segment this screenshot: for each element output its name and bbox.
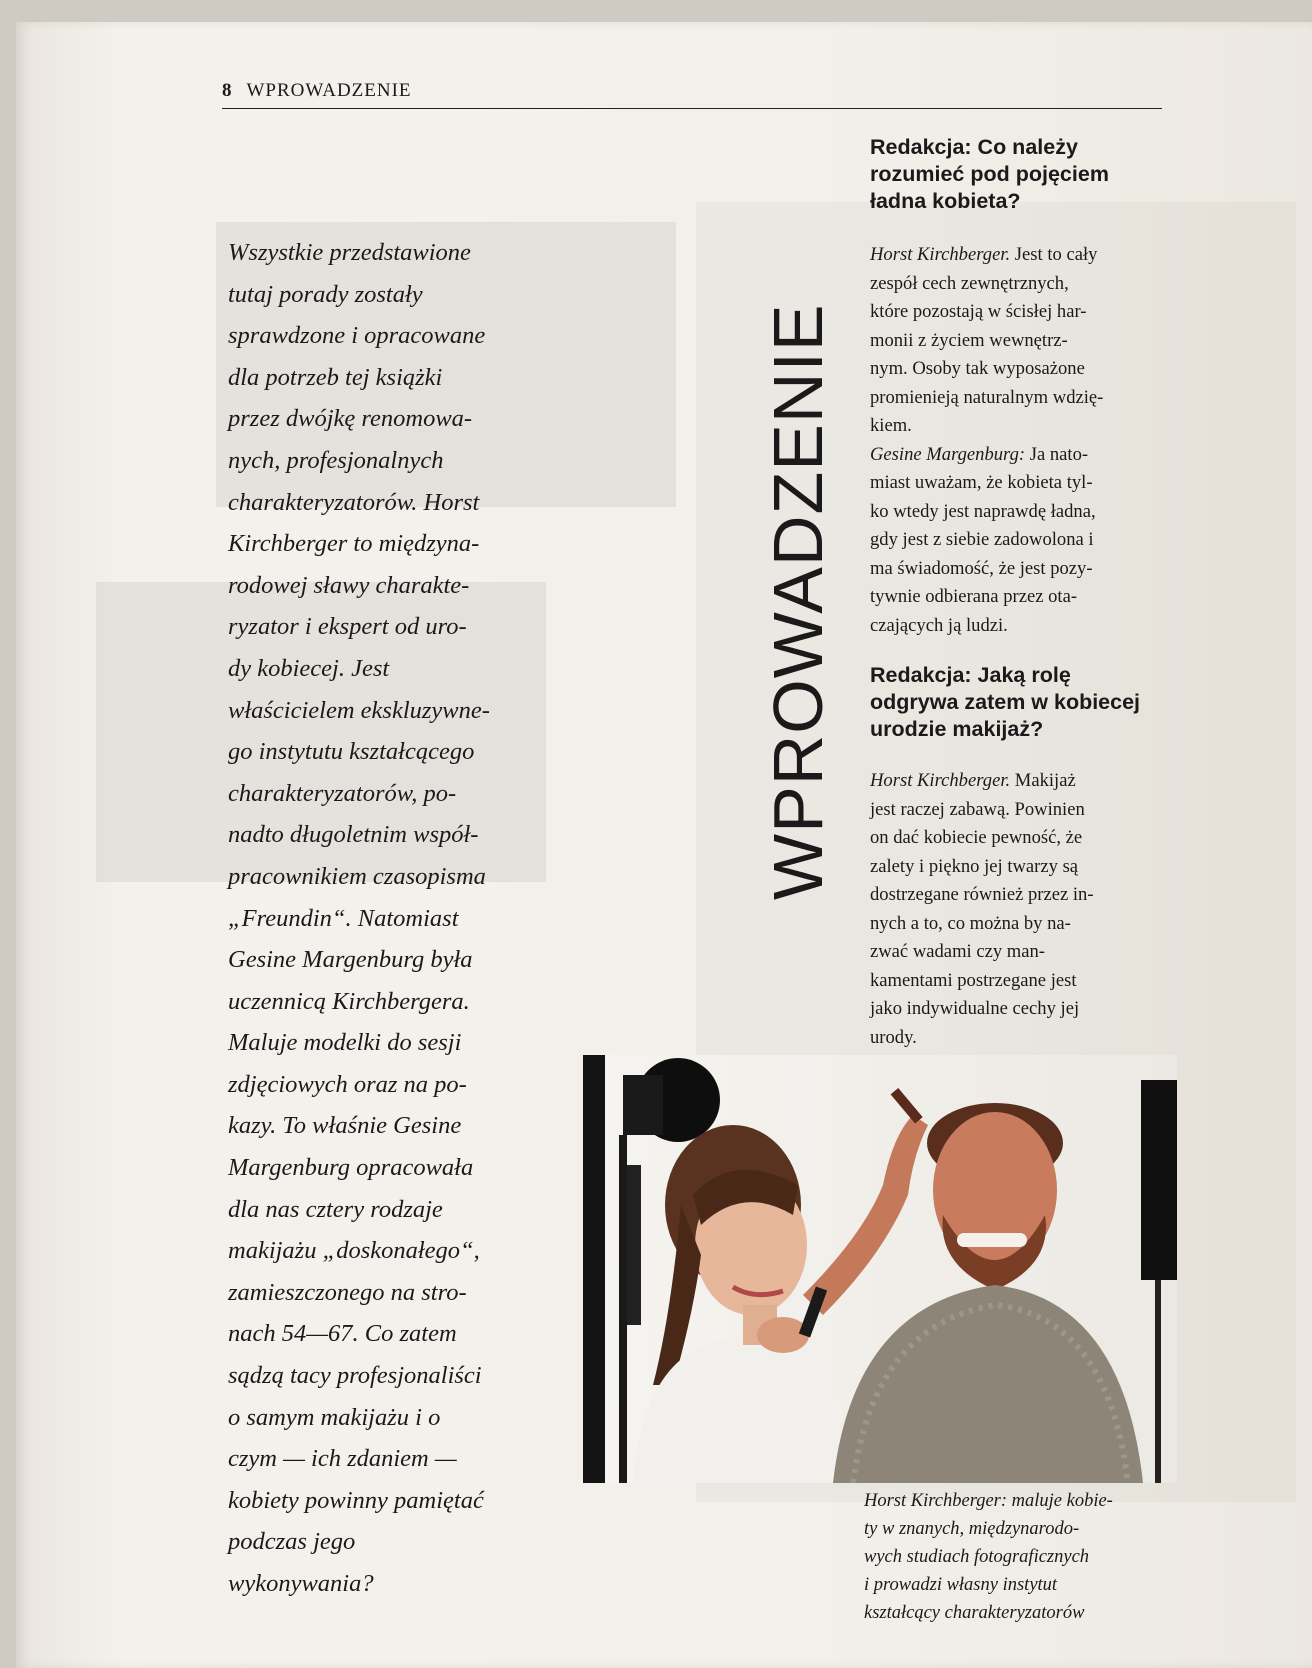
answer-1-speaker: Horst Kirchberger.	[870, 244, 1011, 265]
answer-2	[870, 441, 1170, 641]
answer-3-text: Makijaż jest raczej zabawą. Powinien on dać kobiecie pewność, że zalety i piękno jej twarzy są dostrzegane również przez in- nych a to, co można by na- zwać wadami czy man- kamentami postrzegane jest jako indywidualne cechy jej urody.	[870, 770, 1094, 1048]
vertical-chapter-title: WPROWADZENIE	[759, 303, 837, 900]
question-1: Redakcja: Co należy rozumieć pod pojęciem ładna kobieta?	[870, 135, 1109, 213]
intro-paragraph: Wszystkie przedstawione tutaj porady zostały sprawdzone i opracowane dla potrzeb tej książki przez dwójkę renomowa- nych, profesjonalnych charakteryzatorów. Horst Kirchberger to międzyna- rodowej sławy charakte- ryzator i ekspert od uro- dy kobiecej. Jest właścicielem ekskluzywne- go instytutu kształcącego charakteryzatorów, po- nadto długoletnim współ- pracownikiem czasopisma „Freundin“. Natomiast Gesine Margenburg była uczennicą Kirchbergera. Maluje modelki do sesji zdjęciowych oraz na po- kazy. To właśnie Gesine Margenburg opracowała dla nas cztery rodzaje makijażu „doskonałego“, zamieszczonego na stro- nach 54—67. Co zatem sądzą tacy profesjonaliści o samym makijażu i o czym — ich zdaniem — kobiety powinny pamiętać podczas jego wykonywania?	[228, 239, 490, 1597]
page-number: 8	[222, 80, 233, 101]
answer-2-speaker: Gesine Margenburg:	[870, 443, 1026, 465]
answer-1-text: Jest to cały zespół cech zewnętrznych, które pozostają w ścisłej har- monii z życiem wewnętrz- nym. Osoby tak wyposażone promienieją naturalnym wdzię- kiem.	[870, 244, 1104, 436]
answer-3-speaker: Horst Kirchberger.	[870, 770, 1011, 791]
makeup-artist-photo	[583, 1055, 1177, 1483]
photo-illustration	[583, 1055, 1177, 1483]
photo-caption: Horst Kirchberger: maluje kobie- ty w znanych, międzynarodo- wych studiach fotograficznych i prowadzi własny instytut kształcący charakteryzatorów	[864, 1491, 1113, 1623]
interview-block-2	[870, 662, 1170, 1052]
answer-1	[870, 241, 1170, 441]
answer-2-text: Ja nato- miast uważam, że kobieta tyl- ko wtedy jest naprawdę ładna, gdy jest z siebie zadowolona i ma świadomość, że jest pozy- tywnie odbierana przez ota- czających ją ludzi.	[870, 443, 1096, 636]
question-2: Redakcja: Jaką rolę odgrywa zatem w kobiecej urodzie makijaż?	[870, 663, 1141, 741]
interview-block-1	[870, 134, 1170, 640]
running-header	[222, 80, 1162, 109]
answer-3	[870, 767, 1170, 1052]
section-title: WPROWADZENIE	[246, 80, 412, 101]
